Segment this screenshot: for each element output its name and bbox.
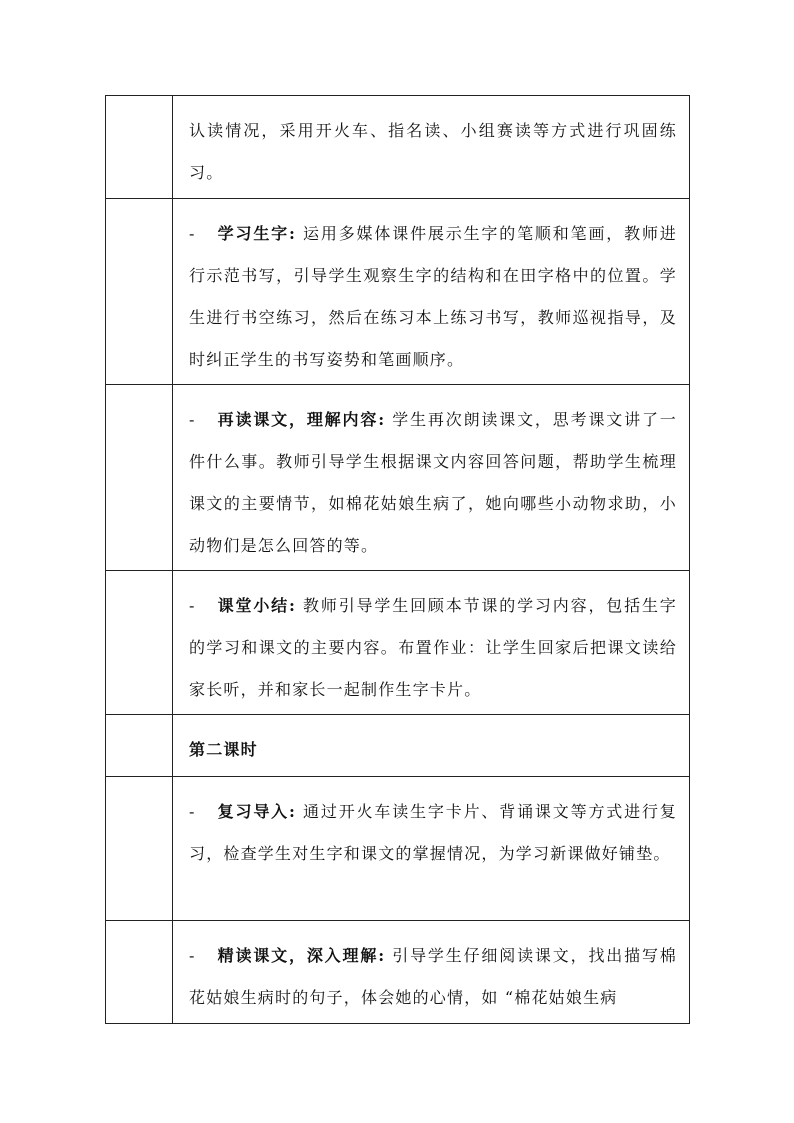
title-separator: : <box>378 946 386 965</box>
table-row <box>106 96 690 199</box>
left-empty-cell <box>106 199 173 385</box>
title-separator: : <box>378 410 386 429</box>
row-text: 认读情况，采用开火车、指名读、小组赛读等方式进行巩固练习。 <box>189 121 677 182</box>
title-separator: : <box>289 596 297 615</box>
lesson-heading: 第二课时 <box>189 740 258 759</box>
table-row <box>106 921 690 1024</box>
table-row <box>106 571 690 715</box>
content-cell <box>173 96 690 199</box>
table-row <box>106 199 690 385</box>
section-title: 学习生字 <box>217 224 289 243</box>
dash-marker: - <box>189 946 196 965</box>
left-empty-cell <box>106 571 173 715</box>
content-cell <box>173 777 690 921</box>
left-empty-cell <box>106 715 173 777</box>
title-separator: : <box>289 224 297 243</box>
dash-marker: - <box>189 596 196 615</box>
lesson-plan-table <box>105 95 690 1024</box>
dash-marker: - <box>189 410 196 429</box>
row-text: 引导学生仔细阅读课文，找出描写棉花姑娘生病时的句子，体会她的心情，如 “棉花姑娘生病 <box>189 946 677 1007</box>
dash-marker: - <box>189 802 196 821</box>
row-text: 运用多媒体课件展示生字的笔顺和笔画，教师进行示范书写，引导学生观察生字的结构和在田字格中的位置。学生进行书空练习，然后在练习本上练习书写，教师巡视指导，及时纠正学生的书写姿势和笔画顺序。 <box>189 224 677 369</box>
section-title: 精读课文，深入理解 <box>217 946 379 965</box>
left-empty-cell <box>106 921 173 1024</box>
left-empty-cell <box>106 385 173 571</box>
table-row <box>106 715 690 777</box>
section-title: 复习导入 <box>217 802 289 821</box>
content-cell <box>173 199 690 385</box>
content-cell <box>173 715 690 777</box>
content-cell <box>173 921 690 1024</box>
row-text: 教师引导学生回顾本节课的学习内容，包括生字的学习和课文的主要内容。布置作业：让学生回家后把课文读给家长听，并和家长一起制作生字卡片。 <box>189 596 677 699</box>
row-text: 通过开火车读生字卡片、背诵课文等方式进行复习，检查学生对生字和课文的掌握情况，为学习新课做好铺垫。 <box>189 802 677 863</box>
section-title: 再读课文，理解内容 <box>217 410 379 429</box>
left-empty-cell <box>106 96 173 199</box>
table-row <box>106 385 690 571</box>
title-separator: : <box>289 802 297 821</box>
left-empty-cell <box>106 777 173 921</box>
table-row <box>106 777 690 921</box>
dash-marker: - <box>189 224 196 243</box>
row-text: 学生再次朗读课文，思考课文讲了一件什么事。教师引导学生根据课文内容回答问题，帮助学生梳理课文的主要情节，如棉花姑娘生病了，她向哪些小动物求助，小动物们是怎么回答的等。 <box>189 410 677 555</box>
content-cell <box>173 385 690 571</box>
section-title: 课堂小结 <box>217 596 289 615</box>
content-cell <box>173 571 690 715</box>
